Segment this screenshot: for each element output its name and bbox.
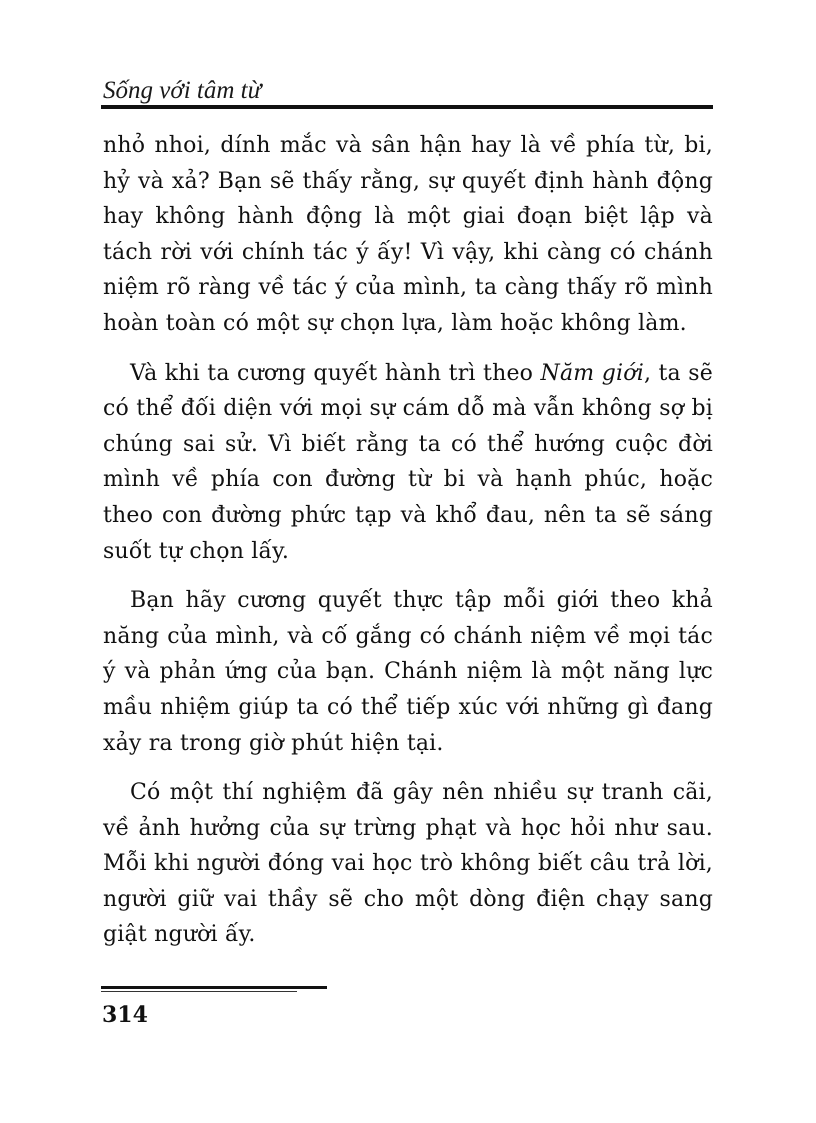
paragraph-1: nhỏ nhoi, dính mắc và sân hận hay là về phía từ, bi, hỷ và xả? Bạn sẽ thấy rằng, sự quyết định hành động hay không hành động là một giai đoạn biệt lập và tách rời với chính tác ý ấy! Vì vậy, khi càng có chánh niệm rõ ràng về tác ý của mình, ta càng thấy rõ mình hoàn toàn có một sự chọn lựa, làm hoặc không làm. [103, 133, 713, 336]
footer-rule-thin [101, 991, 297, 992]
body-text [103, 128, 713, 967]
running-header-title: Sống với tâm từ [103, 77, 262, 104]
page-number: 314 [102, 1002, 148, 1028]
header-rule [101, 105, 713, 109]
paragraph-2-italic-term: Năm giới [540, 360, 644, 386]
paragraph-3: Bạn hãy cương quyết thực tập mỗi giới theo khả năng của mình, và cố gắng có chánh niệm về mọi tác ý và phản ứng của bạn. Chánh niệm là một năng lực mầu nhiệm giúp ta có thể tiếp xúc với những gì đang xảy ra trong giờ phút hiện tại. [103, 588, 713, 756]
paragraph-4: Có một thí nghiệm đã gây nên nhiều sự tranh cãi, về ảnh hưởng của sự trừng phạt và học hỏi như sau. Mỗi khi người đóng vai học trò không biết câu trả lời, người giữ vai thầy sẽ cho một dòng điện chạy sang giật người ấy. [103, 780, 713, 948]
paragraph-2-text-end: , ta sẽ có thể đối diện với mọi sự cám dỗ mà vẫn không sợ bị chúng sai sử. Vì biết rằng ta có thể hướng cuộc đời mình về phía con đường từ bi và hạnh phúc, hoặc theo con đường phức tạp và khổ đau, nên ta sẽ sáng suốt tự chọn lấy. [103, 360, 713, 564]
paragraph-2-text-start: Và khi ta cương quyết hành trì theo [130, 360, 541, 386]
footer-rule [101, 986, 327, 989]
paragraph-2 [103, 356, 713, 570]
